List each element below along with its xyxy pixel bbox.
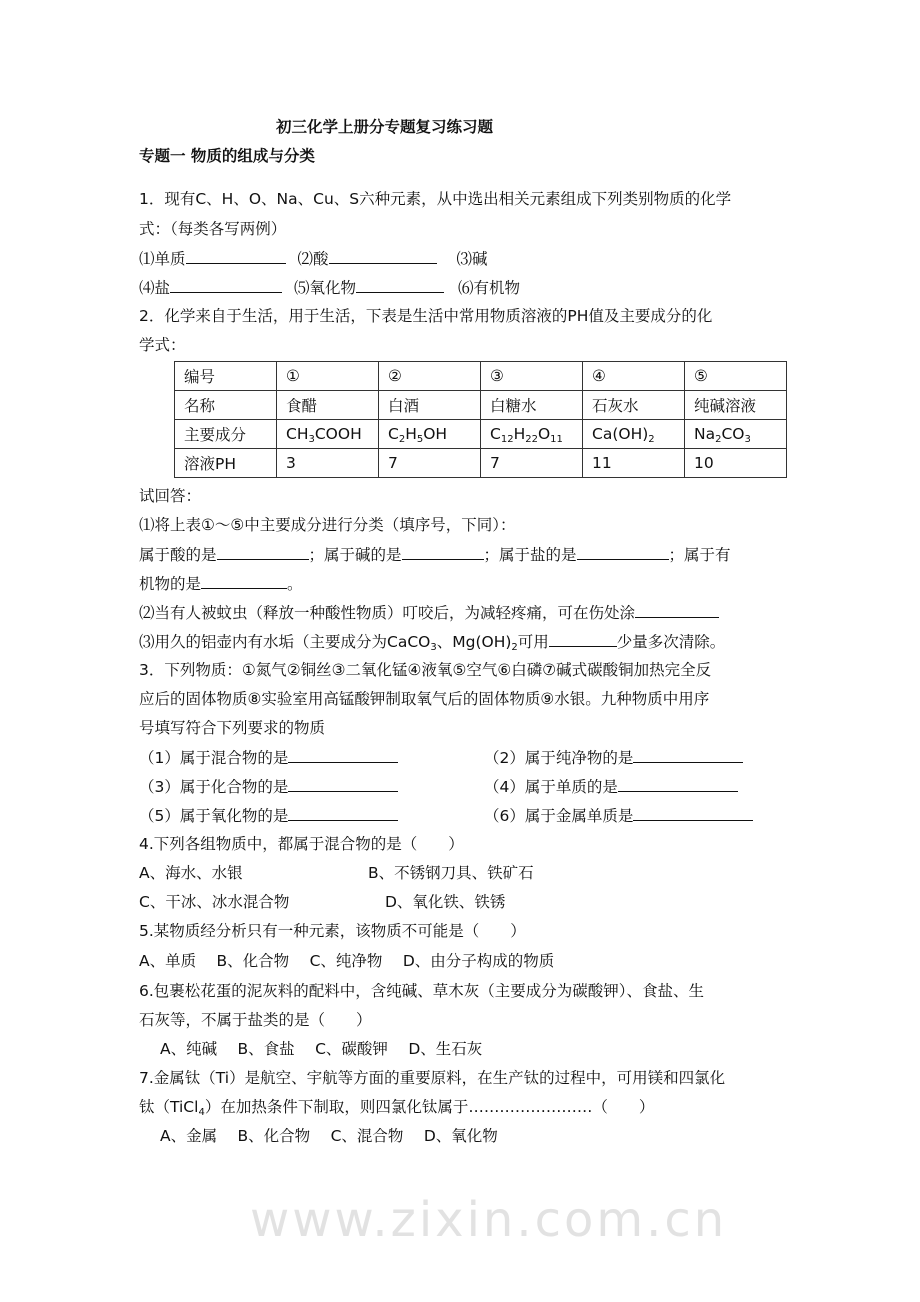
formula-cell: $C_{12}H_{22}O_{11}$: [481, 420, 583, 449]
cell: ①: [277, 362, 379, 391]
q4-stem: 4.下列各组物质中，都属于混合物的是（ ）: [139, 835, 464, 853]
q1-line2: 式：（每类各写两例）: [139, 220, 287, 238]
watermark: www.zixin.com.cn: [250, 1192, 728, 1248]
answer-blank[interactable]: [635, 601, 719, 618]
q7-line2: 钛（TiCl$_4$）在加热条件下制取，则四氯化钛属于……………………（ ）: [139, 1098, 655, 1118]
answer-blank[interactable]: [329, 247, 437, 264]
answer-blank[interactable]: [217, 543, 309, 560]
cell: 白糖水: [481, 391, 583, 420]
label: ⑹有机物: [458, 279, 521, 297]
answer-blank[interactable]: [186, 247, 286, 264]
cell: 食醋: [277, 391, 379, 420]
q7-options[interactable]: A、金属 B、化合物 C、混合物 D、氧化物: [160, 1127, 498, 1145]
section-heading: 专题一 物质的组成与分类: [139, 147, 315, 165]
answer-blank[interactable]: [356, 276, 444, 293]
page-title: 初三化学上册分专题复习练习题: [276, 118, 494, 136]
q1-line1: 1．现有C、H、O、Na、Cu、S六种元素，从中选出相关元素组成下列类别物质的化学: [139, 190, 732, 208]
q2-part1-blanks: 属于酸的是 ；属于碱的是 ；属于盐的是 ；属于有: [139, 543, 731, 565]
cell: 7: [379, 449, 481, 478]
q2-part2: ⑵当有人被蚊虫（释放一种酸性物质）叮咬后，为减轻疼痛，可在伤处涂: [139, 601, 719, 623]
q3-line3: 号填写符合下列要求的物质: [139, 719, 326, 737]
cell: ④: [583, 362, 685, 391]
cell: 10: [685, 449, 787, 478]
q3-s1: （1）属于混合物的是: [139, 746, 398, 768]
q2-part1: ⑴将上表①～⑤中主要成分进行分类（填序号，下同）：: [139, 516, 516, 534]
answer-blank[interactable]: [577, 543, 669, 560]
q4-option-c[interactable]: C、干冰、冰水混合物: [139, 893, 290, 911]
label: ⑵酸: [297, 250, 329, 268]
cell: 编号: [175, 362, 277, 391]
q6-options[interactable]: A、纯碱 B、食盐 C、碳酸钾 D、生石灰: [160, 1040, 483, 1058]
answer-blank[interactable]: [633, 746, 743, 763]
q7-line1: 7.金属钛（Ti）是航空、宇航等方面的重要原料，在生产钛的过程中，可用镁和四氯化: [139, 1069, 726, 1087]
cell: ⑤: [685, 362, 787, 391]
answer-blank[interactable]: [170, 276, 282, 293]
q2-line2: 学式：: [139, 336, 186, 354]
q4-option-b[interactable]: B、不锈钢刀具、铁矿石: [368, 864, 534, 882]
answer-intro: 试回答：: [139, 487, 202, 505]
answer-blank[interactable]: [288, 804, 398, 821]
answer-blank[interactable]: [633, 804, 753, 821]
q6-line1: 6.包裹松花蛋的泥灰料的配料中，含纯碱、草木灰（主要成分为碳酸钾）、食盐、生: [139, 982, 705, 1000]
answer-blank[interactable]: [549, 630, 617, 647]
cell: 白酒: [379, 391, 481, 420]
q1-row1: [139, 247, 488, 269]
q3-line1: 3．下列物质：①氮气②铜丝③二氧化锰④液氧⑤空气⑥白磷⑦碱式碳酸铜加热完全反: [139, 661, 712, 679]
cell: 名称: [175, 391, 277, 420]
q4-option-a[interactable]: A、海水、水银: [139, 864, 243, 882]
q5-stem: 5.某物质经分析只有一种元素，该物质不可能是（ ）: [139, 922, 526, 940]
label: ⑶碱: [456, 250, 488, 268]
label: ⑴单质: [139, 250, 186, 268]
formula-cell: $Ca(OH)_2$: [583, 420, 685, 449]
formula-cell: $CH_3COOH$: [277, 420, 379, 449]
table-row: [175, 391, 787, 420]
cell: ②: [379, 362, 481, 391]
q3-s5: （5）属于氧化物的是: [139, 804, 398, 826]
label: ⑷盐: [139, 279, 171, 297]
answer-blank[interactable]: [288, 775, 398, 792]
q2-line1: 2．化学来自于生活，用于生活，下表是生活中常用物质溶液的PH值及主要成分的化: [139, 307, 713, 325]
cell: 主要成分: [175, 420, 277, 449]
answer-blank[interactable]: [201, 572, 287, 589]
q6-line2: 石灰等，不属于盐类的是（ ）: [139, 1011, 372, 1029]
q3-line2: 应后的固体物质⑧实验室用高锰酸钾制取氧气后的固体物质⑨水银。九种物质中用序: [139, 690, 710, 708]
table-row: [175, 420, 787, 449]
q1-row2: [139, 276, 520, 298]
q5-options[interactable]: A、单质 B、化合物 C、纯净物 D、由分子构成的物质: [139, 952, 555, 970]
answer-blank[interactable]: [402, 543, 484, 560]
cell: 7: [481, 449, 583, 478]
label: ⑸氧化物: [294, 279, 357, 297]
cell: 溶液PH: [175, 449, 277, 478]
cell: 石灰水: [583, 391, 685, 420]
ph-table: [174, 361, 787, 478]
cell: 3: [277, 449, 379, 478]
q3-s3: （3）属于化合物的是: [139, 775, 398, 797]
cell: ③: [481, 362, 583, 391]
answer-blank[interactable]: [288, 746, 398, 763]
cell: 纯碱溶液: [685, 391, 787, 420]
q3-s6: （6）属于金属单质是: [484, 804, 753, 826]
q3-s2: （2）属于纯净物的是: [484, 746, 743, 768]
table-row: [175, 449, 787, 478]
q2-part1-cont: 机物的是 。: [139, 572, 303, 594]
answer-blank[interactable]: [618, 775, 738, 792]
q2-part3: ⑶用久的铝壶内有水垢（主要成分为CaCO$_3$、$Mg(OH)_2$可用 少量多次清除。: [139, 630, 725, 652]
q4-option-d[interactable]: D、氧化铁、铁锈: [385, 893, 506, 911]
table-row: [175, 362, 787, 391]
q3-s4: （4）属于单质的是: [484, 775, 738, 797]
formula-cell: $Na_2CO_3$: [685, 420, 787, 449]
cell: 11: [583, 449, 685, 478]
formula-cell: $C_2H_5OH$: [379, 420, 481, 449]
